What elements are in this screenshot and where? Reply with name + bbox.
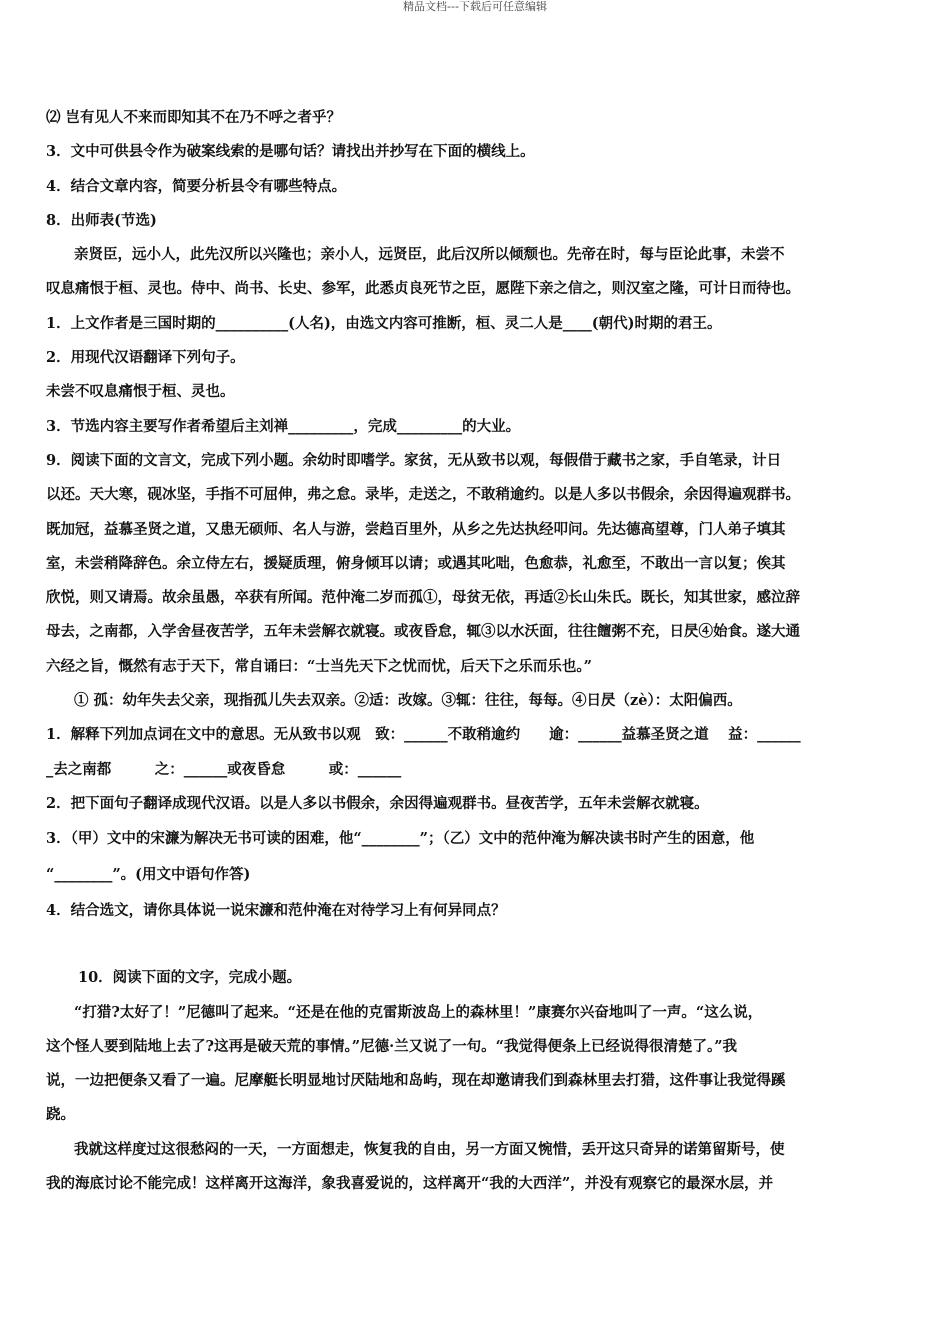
text-line: 3．文中可供县令作为破案线索的是哪句话？请找出并抄写在下面的横线上。: [46, 143, 535, 161]
text-line: 2．用现代汉语翻译下列句子。: [46, 349, 245, 367]
text-line: 室，未尝稍降辞色。余立侍左右，援疑质理，俯身倾耳以请；或遇其叱咄，色愈恭，礼愈至，不敢出一言以复；俟其: [46, 554, 786, 572]
text-line: 叹息痛恨于桓、灵也。侍中、尚书、长史、参军，此悉贞良死节之臣，愿陛下亲之信之，则汉室之隆，可计日而待也。: [46, 280, 800, 298]
text-line: 亲贤臣，远小人，此先汉所以兴隆也；亲小人，远贤臣，此后汉所以倾颓也。先帝在时，每与臣论此事，未尝不: [74, 246, 785, 264]
text-line: 2．把下面句子翻译成现代汉语。以是人多以书假余，余因得遍观群书。昼夜苦学，五年未尝解衣就寝。: [46, 794, 709, 812]
text-line: 母去，之南都，入学舍昼夜苦学，五年未尝解衣就寝。或夜昏怠，辄③以水沃面，往往饘粥不充，日昃④始食。遂大通: [46, 623, 800, 641]
text-line: 欣悦，则又请焉。故余虽愚，卒获有所闻。范仲淹二岁而孤①，母贫无依，再适②长山朱氏。既长，知其世家，感泣辞: [46, 589, 800, 607]
section-title: 8．出师表(节选): [46, 211, 157, 229]
text-line: 跷。: [46, 1106, 75, 1124]
document-body: [46, 101, 906, 1201]
text-line: 说，一边把便条又看了一遍。尼摩艇长明显地讨厌陆地和岛屿，现在却邀请我们到森林里去打猎，这件事让我觉得蹊: [46, 1072, 786, 1090]
text-line: _去之南都 之：______或夜昏怠 或：______: [46, 760, 402, 778]
text-line: ⑵ 岂有见人不来而即知其不在乃不呼之者乎？: [46, 109, 342, 126]
text-line: 1．上文作者是三国时期的__________(人名)，由选文内容可推断，桓、灵二人是____(朝代)时期的君王。: [46, 314, 722, 332]
text-line: 这个怪人要到陆地上去了?这再是破天荒的事情。”尼德·兰又说了一句。“我觉得便条上已经说得很清楚了。”我: [46, 1037, 738, 1055]
text-line: 9．阅读下面的文言文，完成下列小题。余幼时即嗜学。家贫，无从致书以观，每假借于藏书之家，手自笔录，计日: [46, 451, 782, 469]
spacer: [46, 929, 906, 961]
text-line: 3．（甲）文中的宋濂为解决无书可读的困难，他“________”；（乙）文中的范仲淹为解决读书时产生的困意，他: [46, 830, 755, 848]
text-line: 以还。天大寒，砚冰坚，手指不可屈伸，弗之怠。录毕，走送之，不敢稍逾约。以是人多以书假余，余因得遍观群书。: [46, 486, 800, 504]
text-line: 我就这样度过这很愁闷的一天，一方面想走，恢复我的自由，另一方面又惋惜，丢开这只奇异的诺第留斯号，使: [74, 1140, 785, 1158]
text-line: 既加冠，益慕圣贤之道，又患无硕师、名人与游，尝趋百里外，从乡之先达执经叩问。先达德高望尊，门人弟子填其: [46, 520, 786, 538]
text-line: 4．结合选文，请你具体说一说宋濂和范仲淹在对待学习上有何异同点？: [46, 902, 506, 920]
footnote-line: ① 孤：幼年失去父亲，现指孤儿失去双亲。②适：改嫁。③辄：往往，每每。④日昃（zè）：太阳偏西。: [74, 692, 742, 710]
text-line: “________”。(用文中语句作答): [46, 866, 251, 884]
text-line: 1．解释下列加点词在文中的意思。无从致书以观 致：______不敢稍逾约 逾：______益慕圣贤之道 益：______: [46, 726, 801, 744]
text-line: 我的海底讨论不能完成！这样离开这海洋，象我喜爱说的，这样离开“我的大西洋”，并没有观察它的最深水层，并: [46, 1175, 774, 1193]
text-line: 未尝不叹息痛恨于桓、灵也。: [46, 383, 235, 401]
text-line: 4．结合文章内容，简要分析县令有哪些特点。: [46, 177, 347, 195]
page-header: 精品文档---下载后可任意编辑: [403, 0, 547, 13]
text-line: “打猎?太好了！”尼德叫了起来。“还是在他的克雷斯波岛上的森林里！”康赛尔兴奋地叫了一声。“这么说，: [74, 1003, 763, 1021]
text-line: 3．节选内容主要写作者希望后主刘禅_________，完成_________的大业。: [46, 417, 521, 435]
text-line: 六经之旨，慨然有志于天下，常自诵曰：“士当先天下之忧而忧，后天下之乐而乐也。”: [46, 657, 592, 675]
section-title: 10．阅读下面的文字，完成小题。: [78, 969, 302, 987]
